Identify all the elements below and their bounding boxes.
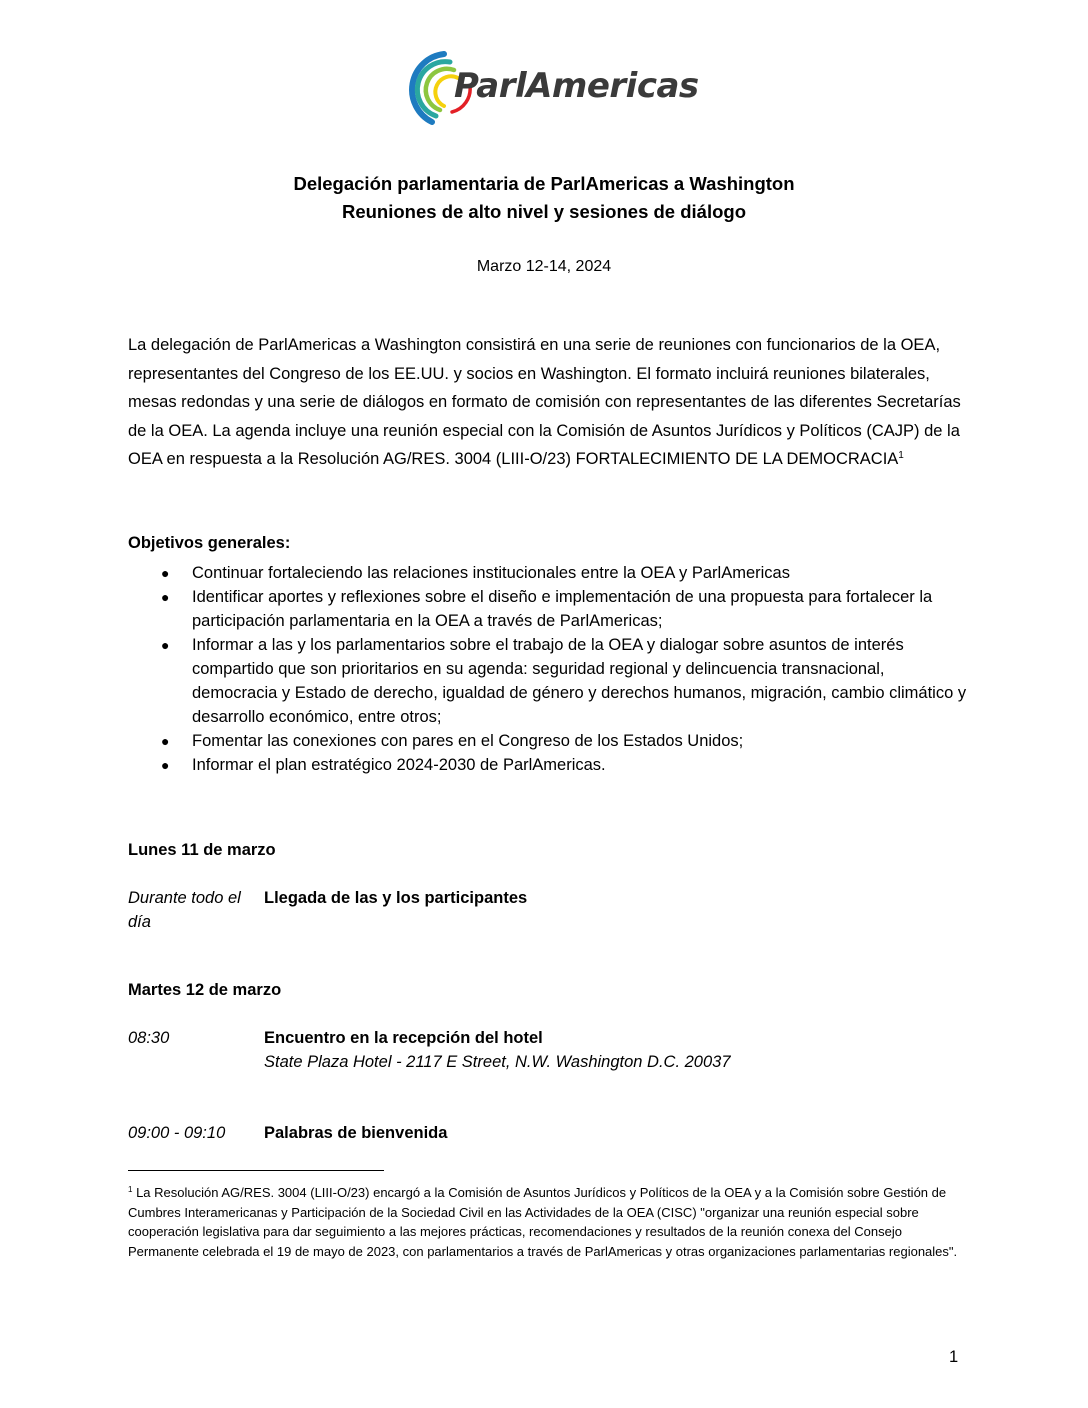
agenda-event-location: State Plaza Hotel - 2117 E Street, N.W. Washington D.C. 20037 — [264, 1053, 731, 1071]
list-item — [128, 753, 968, 777]
bullet-icon: ● — [161, 733, 170, 749]
agenda-day-heading: Lunes 11 de marzo — [128, 841, 276, 859]
list-item — [128, 561, 968, 585]
agenda-time: 08:30 — [128, 1029, 170, 1047]
agenda-day-heading: Martes 12 de marzo — [128, 981, 282, 999]
footnote — [128, 1183, 964, 1261]
objective-text: Fomentar las conexiones con pares en el Congreso de los Estados Unidos; — [192, 732, 744, 750]
agenda-time: Durante todo el día — [128, 889, 241, 931]
footnote-text: La Resolución AG/RES. 3004 (LIII-O/23) encargó a la Comisión de Asuntos Jurídicos y Políticos de la OEA y a la Comisión sobre Gestión de Cumbres Interamericanas y Participación de la Sociedad Civil en las Actividades de la OEA (CISC) "organizar una reunión especial sobre cooperación legislativa para dar seguimiento a las mejores prácticas, recomendaciones y resultados de la reunión conexa del Consejo Permanente celebrada el 19 de mayo de 2023, con parlamentarios a través de ParlAmericas y otras organizaciones parlamentarias regionales". — [128, 1185, 958, 1259]
list-item — [128, 585, 968, 633]
bullet-icon: ● — [161, 589, 170, 605]
objective-text: Informar el plan estratégico 2024-2030 de ParlAmericas. — [192, 756, 606, 774]
bullet-icon: ● — [161, 637, 170, 653]
agenda-time: 09:00 - 09:10 — [128, 1124, 226, 1142]
document-title-line-2: Reuniones de alto nivel y sesiones de diálogo — [341, 201, 747, 222]
footnote-separator — [128, 1170, 384, 1171]
objective-text: Continuar fortaleciendo las relaciones institucionales entre la OEA y ParlAmericas — [192, 564, 790, 582]
objective-text: Identificar aportes y reflexiones sobre el diseño e implementación de una propuesta para fortalecer la participación parlamentaria en la OEA a través de ParlAmericas; — [192, 588, 933, 630]
agenda-event — [264, 886, 964, 910]
list-item — [128, 729, 968, 753]
parlamericas-logo — [392, 46, 702, 126]
agenda-event — [264, 1121, 964, 1145]
footnote-number: 1 — [128, 1185, 133, 1194]
agenda-event-title: Llegada de las y los participantes — [264, 889, 528, 907]
document-title-line-1: Delegación parlamentaria de ParlAmericas a Washington — [293, 173, 795, 194]
document-date: Marzo 12-14, 2024 — [476, 258, 612, 275]
objectives-heading: Objetivos generales: — [128, 534, 291, 552]
footnote-reference[interactable]: 1 — [898, 450, 904, 462]
objectives-list — [128, 561, 968, 777]
logo-wordmark: ParlAmericas — [454, 66, 699, 106]
bullet-icon: ● — [161, 757, 170, 773]
bullet-icon: ● — [161, 565, 170, 581]
intro-text: La delegación de ParlAmericas a Washington consistirá en una serie de reuniones con funcionarios de la OEA, representantes del Congreso de los EE.UU. y socios en Washington. El formato incluirá reuniones bilaterales, mesas redondas y una serie de diálogos en formato de comisión con representantes de las diferentes Secretarías de la OEA. La agenda incluye una reunión especial con la Comisión de Asuntos Jurídicos y Políticos (CAJP) de la OEA en respuesta a la Resolución AG/RES. 3004 (LIII-O/23) FORTALECIMIENTO DE LA DEMOCRACIA — [128, 336, 961, 469]
list-item — [128, 633, 968, 729]
page-number: 1 — [949, 1348, 959, 1366]
agenda-event-title: Encuentro en la recepción del hotel — [264, 1029, 543, 1047]
agenda-event — [264, 1026, 964, 1074]
intro-paragraph — [128, 331, 964, 474]
agenda-event-title: Palabras de bienvenida — [264, 1124, 448, 1142]
objective-text: Informar a las y los parlamentarios sobre el trabajo de la OEA y dialogar sobre asuntos de interés compartido que son prioritarios en su agenda: seguridad regional y delincuencia transnacional, democracia y Estado de derecho, igualdad de género y derechos humanos, migración, cambio climático y desarrollo económico, entre otros; — [192, 636, 967, 726]
